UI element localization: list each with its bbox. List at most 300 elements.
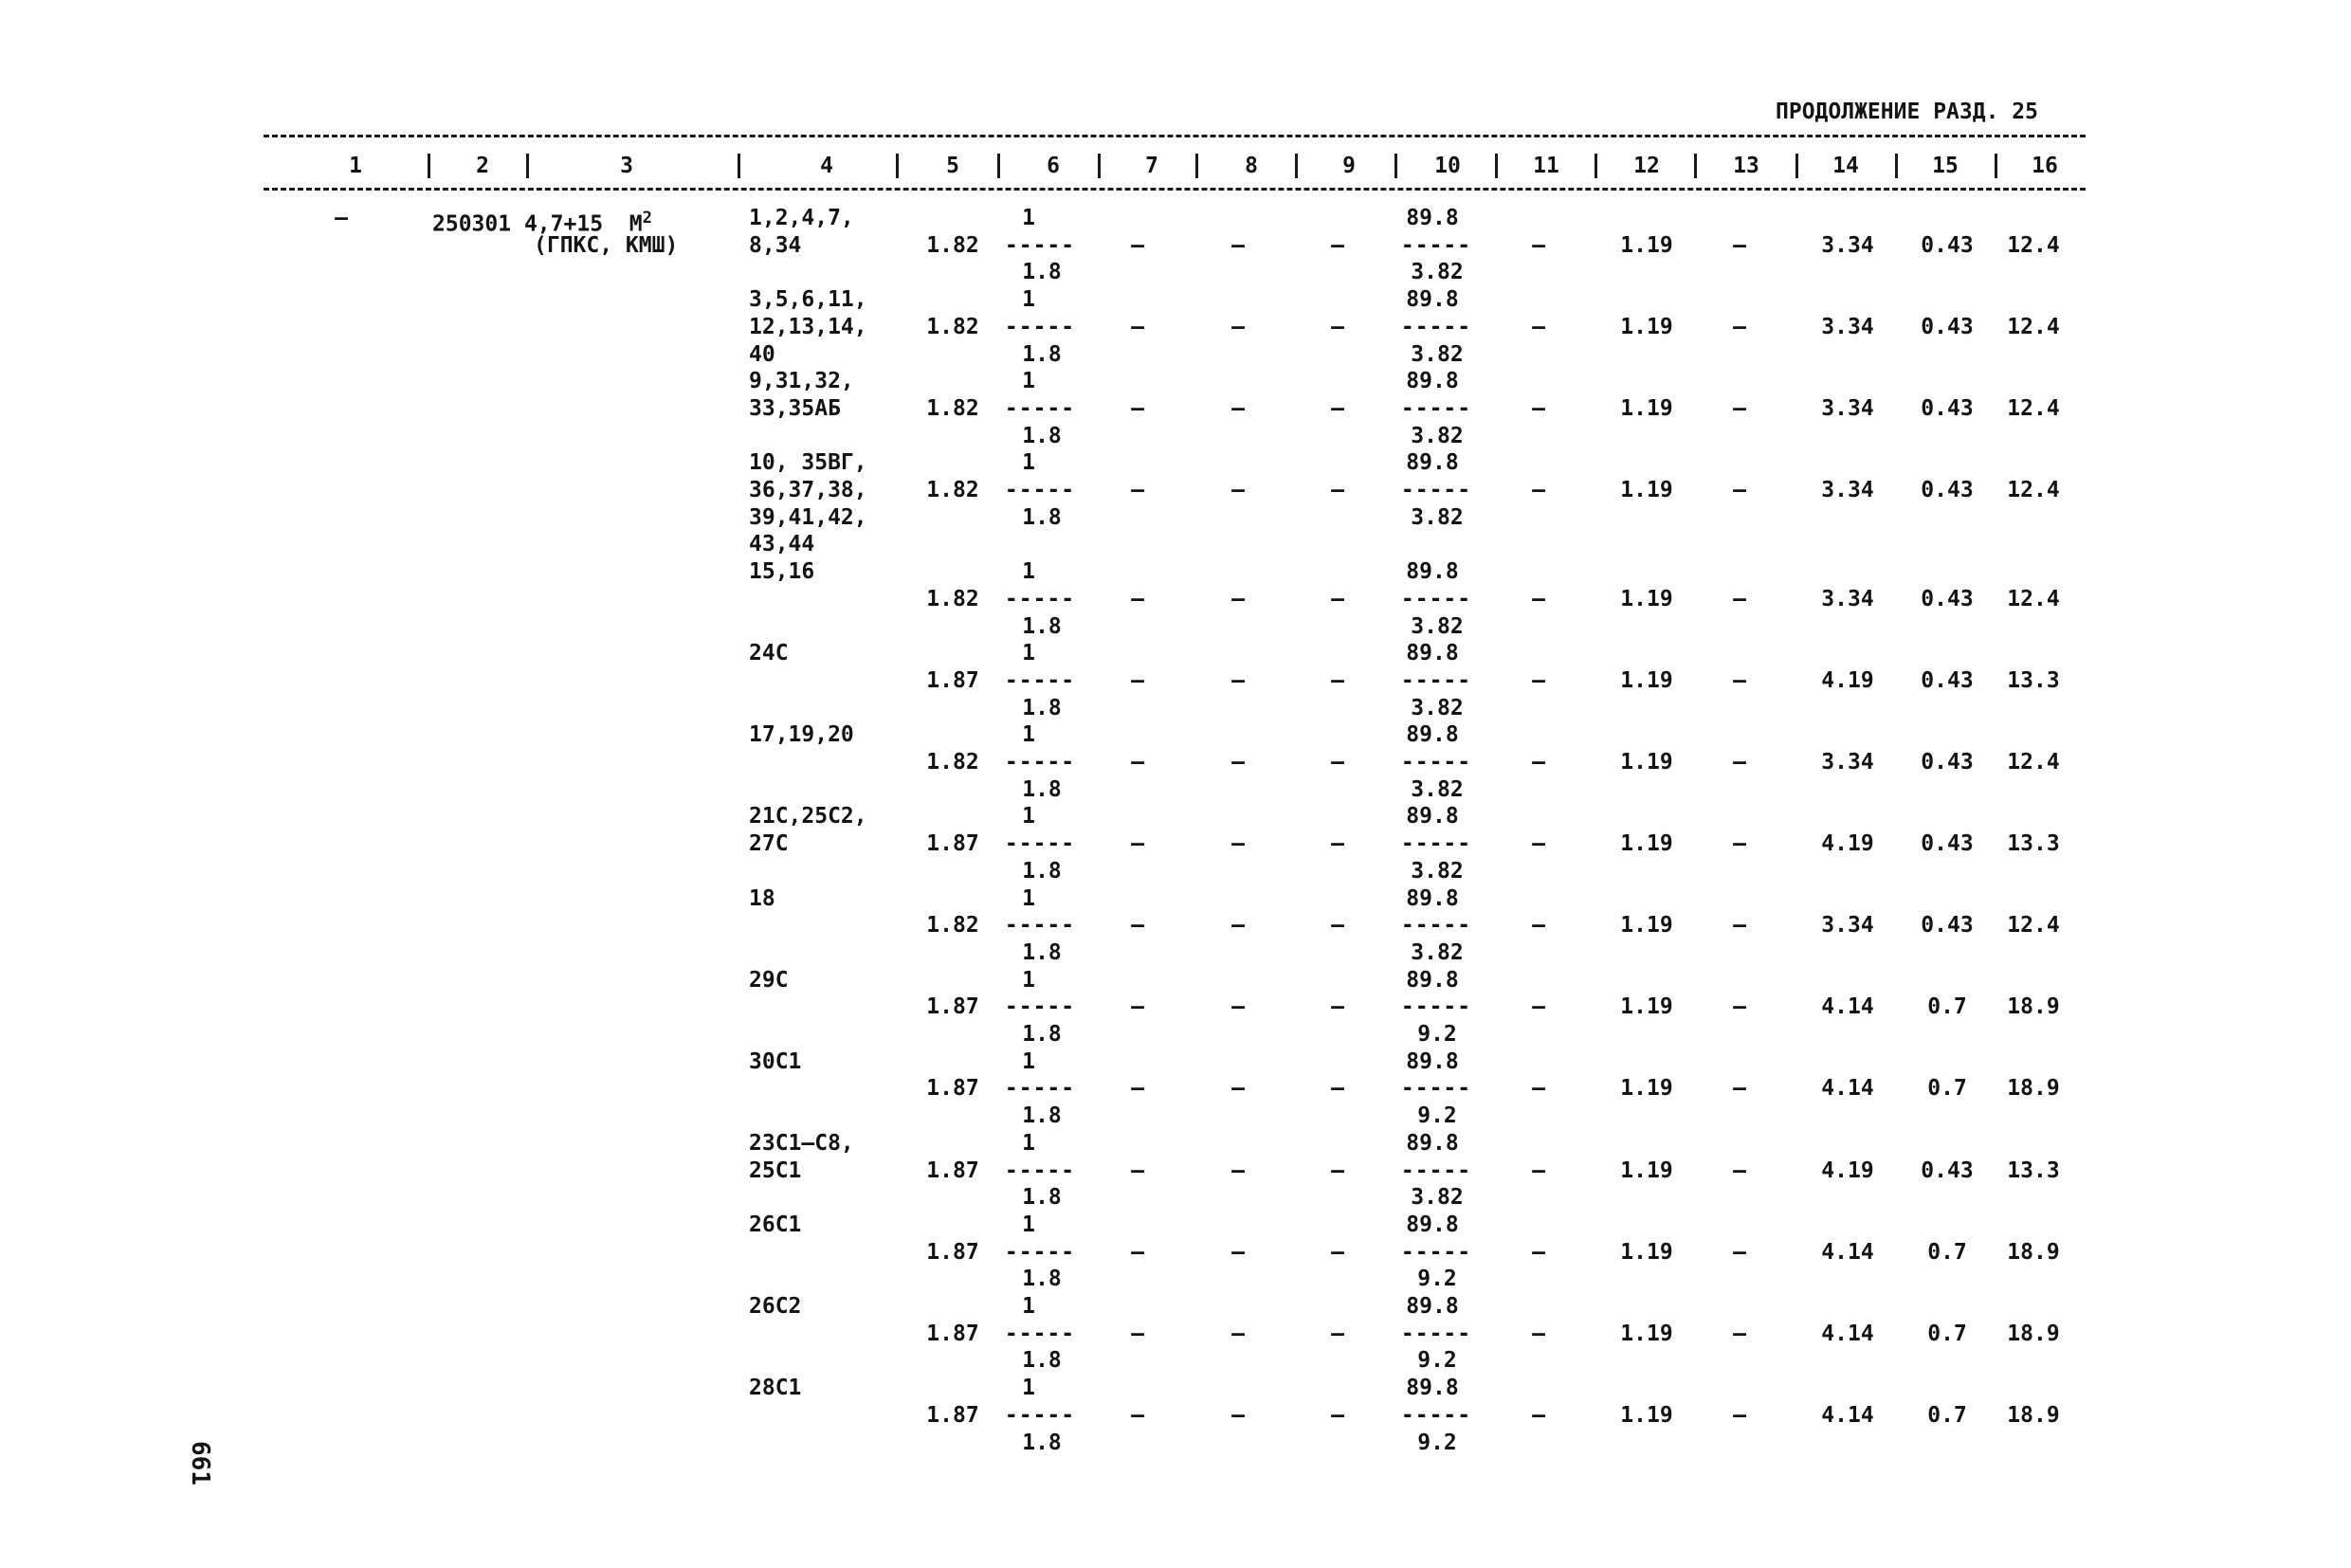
cell-col4-line: 40 bbox=[749, 341, 775, 367]
cell-col5: 1.82 bbox=[926, 232, 979, 258]
cell-col4-line: 18 bbox=[749, 885, 775, 911]
cell-col13: – bbox=[1733, 1239, 1746, 1265]
cell-col4-line: 17,19,20 bbox=[749, 722, 854, 748]
cell-col10-denominator: 9.2 bbox=[1417, 1348, 1457, 1374]
cell-col6-numerator: 1 bbox=[1022, 967, 1035, 993]
column-header-14: 14 bbox=[1832, 154, 1859, 178]
cell-col10-numerator: 89.8 bbox=[1406, 804, 1459, 830]
margin-mark: 661 bbox=[186, 1441, 214, 1486]
cell-col15: 0.43 bbox=[1921, 1158, 1974, 1183]
cell-col11: – bbox=[1532, 395, 1545, 421]
column-separator bbox=[1795, 154, 1798, 178]
cell-col10-fraction-bar: ----- bbox=[1400, 994, 1472, 1020]
cell-col16: 12.4 bbox=[2007, 478, 2060, 502]
cell-col6-fraction-bar: ----- bbox=[1004, 1076, 1076, 1102]
column-header-3: 3 bbox=[620, 154, 633, 178]
column-separator bbox=[1195, 154, 1198, 178]
column-header-1: 1 bbox=[349, 154, 362, 178]
cell-col14: 3.34 bbox=[1821, 750, 1874, 775]
cell-col7: – bbox=[1131, 1239, 1144, 1265]
cell-col8: – bbox=[1231, 395, 1245, 421]
cell-col7: – bbox=[1131, 1076, 1144, 1102]
cell-col10-numerator: 89.8 bbox=[1406, 722, 1459, 748]
spec-value: 4,7+15 bbox=[523, 211, 604, 237]
cell-col13: – bbox=[1733, 314, 1746, 339]
cell-col4-line: 1,2,4,7, bbox=[749, 206, 854, 230]
cell-col10-denominator: 9.2 bbox=[1417, 1267, 1457, 1292]
cell-col11: – bbox=[1532, 232, 1545, 258]
cell-col7: – bbox=[1131, 994, 1144, 1020]
cell-col8: – bbox=[1231, 831, 1245, 857]
cell-col10-numerator: 89.8 bbox=[1406, 885, 1459, 911]
cell-col13: – bbox=[1733, 232, 1746, 258]
cell-col6-numerator: 1 bbox=[1022, 206, 1035, 230]
cell-col6-numerator: 1 bbox=[1022, 1376, 1035, 1401]
page-header bbox=[1776, 99, 2038, 125]
cell-col6-numerator: 1 bbox=[1022, 1212, 1035, 1237]
column-header-15: 15 bbox=[1932, 154, 1959, 178]
cell-col10-numerator: 89.8 bbox=[1406, 641, 1459, 666]
cell-col6-denominator: 1.8 bbox=[1022, 858, 1062, 884]
cell-col12: 1.19 bbox=[1620, 314, 1673, 339]
cell-col11: – bbox=[1532, 1402, 1545, 1428]
cell-col16: 18.9 bbox=[2007, 1239, 2060, 1265]
cell-col4-line: 10, 35ВГ, bbox=[749, 450, 867, 476]
cell-col11: – bbox=[1532, 1158, 1545, 1183]
cell-col11: – bbox=[1532, 586, 1545, 611]
cell-col6-denominator: 1.8 bbox=[1022, 341, 1062, 367]
cell-col13: – bbox=[1733, 1321, 1746, 1346]
cell-col10-denominator: 9.2 bbox=[1417, 1103, 1457, 1129]
cell-col10-fraction-bar: ----- bbox=[1400, 831, 1472, 857]
cell-col4-line: 27С bbox=[749, 831, 789, 857]
cell-col9: – bbox=[1331, 395, 1344, 421]
cell-col10-numerator: 89.8 bbox=[1406, 450, 1459, 476]
cell-col5: 1.82 bbox=[926, 478, 979, 502]
column-separator bbox=[1098, 154, 1101, 178]
cell-col14: 3.34 bbox=[1821, 586, 1874, 611]
unit-superscript: 2 bbox=[642, 209, 652, 228]
cell-col15: 0.7 bbox=[1927, 1402, 1967, 1428]
cell-col4-line: 26С1 bbox=[749, 1212, 802, 1237]
cell-col6-fraction-bar: ----- bbox=[1004, 750, 1076, 775]
cell-col8: – bbox=[1231, 1158, 1245, 1183]
cell-col12: 1.19 bbox=[1620, 1402, 1673, 1428]
cell-col14: 4.14 bbox=[1821, 1076, 1874, 1102]
cell-col16: 12.4 bbox=[2007, 395, 2060, 421]
cell-col9: – bbox=[1331, 478, 1344, 502]
cell-col9: – bbox=[1331, 1158, 1344, 1183]
cell-col10-fraction-bar: ----- bbox=[1400, 913, 1472, 939]
cell-col9: – bbox=[1331, 1239, 1344, 1265]
cell-col13: – bbox=[1733, 667, 1746, 693]
column-separator bbox=[1895, 154, 1898, 178]
column-separator bbox=[428, 154, 430, 178]
spec-note: (ГПКС, КМШ) bbox=[534, 233, 679, 258]
page-number: 25 bbox=[2012, 100, 2038, 124]
cell-col5: 1.82 bbox=[926, 314, 979, 339]
cell-col6-fraction-bar: ----- bbox=[1004, 1321, 1076, 1346]
cell-col4-line: 25С1 bbox=[749, 1158, 802, 1183]
cell-col6-fraction-bar: ----- bbox=[1004, 1239, 1076, 1265]
cell-col5: 1.82 bbox=[926, 913, 979, 939]
cell-col4-line: 23С1–С8, bbox=[749, 1130, 854, 1156]
cell-col12: 1.19 bbox=[1620, 232, 1673, 258]
cell-col10-fraction-bar: ----- bbox=[1400, 1321, 1472, 1346]
column-separator bbox=[896, 154, 899, 178]
cell-col10-denominator: 9.2 bbox=[1417, 1430, 1457, 1455]
cell-col4-line: 24С bbox=[749, 641, 789, 666]
cell-col13: – bbox=[1733, 1402, 1746, 1428]
cell-col5: 1.87 bbox=[926, 1321, 979, 1346]
cell-col10-denominator: 3.82 bbox=[1411, 613, 1464, 639]
cell-col10-denominator: 9.2 bbox=[1417, 1022, 1457, 1047]
cell-col14: 3.34 bbox=[1821, 395, 1874, 421]
cell-col7: – bbox=[1131, 314, 1144, 339]
cell-col8: – bbox=[1231, 913, 1245, 939]
section-label: РАЗД. bbox=[1933, 100, 1999, 124]
cell-col9: – bbox=[1331, 232, 1344, 258]
cell-col14: 4.14 bbox=[1821, 1321, 1874, 1346]
cell-col16: 18.9 bbox=[2007, 1076, 2060, 1102]
cell-col8: – bbox=[1231, 232, 1245, 258]
cell-col13: – bbox=[1733, 586, 1746, 611]
cell-col10-fraction-bar: ----- bbox=[1400, 667, 1472, 693]
cell-col14: 4.14 bbox=[1821, 1402, 1874, 1428]
cell-col11: – bbox=[1532, 314, 1545, 339]
cell-col6-numerator: 1 bbox=[1022, 722, 1035, 748]
cell-col15: 0.43 bbox=[1921, 831, 1974, 857]
cell-col9: – bbox=[1331, 586, 1344, 611]
cell-col6-denominator: 1.8 bbox=[1022, 776, 1062, 802]
cell-col9: – bbox=[1331, 1321, 1344, 1346]
cell-col12: 1.19 bbox=[1620, 1321, 1673, 1346]
cell-col4-line: 9,31,32, bbox=[749, 369, 854, 394]
cell-col10-denominator: 3.82 bbox=[1411, 939, 1464, 965]
cell-col4-line: 30С1 bbox=[749, 1048, 802, 1074]
cell-col10-numerator: 89.8 bbox=[1406, 1294, 1459, 1319]
cell-col6-denominator: 1.8 bbox=[1022, 1348, 1062, 1374]
column-header-7: 7 bbox=[1145, 154, 1158, 178]
column-separator bbox=[1995, 154, 1997, 178]
cell-col16: 13.3 bbox=[2007, 667, 2060, 693]
cell-col11: – bbox=[1532, 831, 1545, 857]
cell-col14: 4.14 bbox=[1821, 1239, 1874, 1265]
cell-col14: 4.14 bbox=[1821, 994, 1874, 1020]
cell-col9: – bbox=[1331, 750, 1344, 775]
cell-col10-numerator: 89.8 bbox=[1406, 1212, 1459, 1237]
cell-col10-denominator: 3.82 bbox=[1411, 504, 1464, 530]
cell-col16: 12.4 bbox=[2007, 586, 2060, 611]
cell-col13: – bbox=[1733, 478, 1746, 502]
cell-col4-line: 39,41,42, bbox=[749, 504, 867, 530]
cell-col6-numerator: 1 bbox=[1022, 1048, 1035, 1074]
cell-col16: 12.4 bbox=[2007, 913, 2060, 939]
column-separator bbox=[1595, 154, 1597, 178]
cell-col6-denominator: 1.8 bbox=[1022, 1022, 1062, 1047]
cell-col10-fraction-bar: ----- bbox=[1400, 750, 1472, 775]
cell-col8: – bbox=[1231, 586, 1245, 611]
cell-col6-fraction-bar: ----- bbox=[1004, 586, 1076, 611]
cell-col6-fraction-bar: ----- bbox=[1004, 1402, 1076, 1428]
cell-col15: 0.7 bbox=[1927, 1239, 1967, 1265]
cell-col4-line: 29С bbox=[749, 967, 789, 993]
cell-col8: – bbox=[1231, 994, 1245, 1020]
cell-col7: – bbox=[1131, 1158, 1144, 1183]
cell-col4-line: 28С1 bbox=[749, 1376, 802, 1401]
column-header-11: 11 bbox=[1533, 154, 1559, 178]
cell-col6-numerator: 1 bbox=[1022, 804, 1035, 830]
cell-col10-denominator: 3.82 bbox=[1411, 341, 1464, 367]
cell-col6-numerator: 1 bbox=[1022, 450, 1035, 476]
cell-col4-line: 12,13,14, bbox=[749, 314, 867, 339]
cell-col10-fraction-bar: ----- bbox=[1400, 586, 1472, 611]
cell-col6-numerator: 1 bbox=[1022, 287, 1035, 313]
cell-col6-denominator: 1.8 bbox=[1022, 260, 1062, 285]
cell-col4-line: 21С,25С2, bbox=[749, 804, 867, 830]
column-separator bbox=[1295, 154, 1298, 178]
cell-col15: 0.43 bbox=[1921, 232, 1974, 258]
cell-col10-fraction-bar: ----- bbox=[1400, 232, 1472, 258]
cell-col7: – bbox=[1131, 478, 1144, 502]
cell-col10-fraction-bar: ----- bbox=[1400, 395, 1472, 421]
column-header-16: 16 bbox=[2032, 154, 2058, 178]
cell-col13: – bbox=[1733, 913, 1746, 939]
cell-col5: 1.82 bbox=[926, 586, 979, 611]
cell-col10-fraction-bar: ----- bbox=[1400, 1158, 1472, 1183]
cell-col6-fraction-bar: ----- bbox=[1004, 667, 1076, 693]
cell-col8: – bbox=[1231, 1321, 1245, 1346]
cell-col9: – bbox=[1331, 1076, 1344, 1102]
cell-col6-denominator: 1.8 bbox=[1022, 613, 1062, 639]
cell-col15: 0.43 bbox=[1921, 478, 1974, 502]
cell-col13: – bbox=[1733, 1076, 1746, 1102]
cell-col12: 1.19 bbox=[1620, 750, 1673, 775]
cell-col14: 4.19 bbox=[1821, 1158, 1874, 1183]
cell-col10-numerator: 89.8 bbox=[1406, 369, 1459, 394]
cell-col14: 3.34 bbox=[1821, 478, 1874, 502]
cell-col15: 0.7 bbox=[1927, 994, 1967, 1020]
column-header-5: 5 bbox=[946, 154, 959, 178]
cell-col6-fraction-bar: ----- bbox=[1004, 395, 1076, 421]
column-separator bbox=[738, 154, 740, 178]
cell-col8: – bbox=[1231, 1239, 1245, 1265]
cell-col13: – bbox=[1733, 1158, 1746, 1183]
column-separator bbox=[526, 154, 529, 178]
cell-col6-fraction-bar: ----- bbox=[1004, 314, 1076, 339]
cell-col10-denominator: 3.82 bbox=[1411, 423, 1464, 448]
cell-col6-denominator: 1.8 bbox=[1022, 1103, 1062, 1129]
cell-col9: – bbox=[1331, 831, 1344, 857]
cell-col15: 0.43 bbox=[1921, 586, 1974, 611]
continuation-label: ПРОДОЛЖЕНИЕ bbox=[1776, 100, 1921, 124]
cell-col12: 1.19 bbox=[1620, 994, 1673, 1020]
cell-col16: 18.9 bbox=[2007, 994, 2060, 1020]
cell-col12: 1.19 bbox=[1620, 1076, 1673, 1102]
cell-col10-denominator: 3.82 bbox=[1411, 858, 1464, 884]
cell-col7: – bbox=[1131, 1402, 1144, 1428]
cell-col7: – bbox=[1131, 1321, 1144, 1346]
cell-col7: – bbox=[1131, 831, 1144, 857]
cell-col6-denominator: 1.8 bbox=[1022, 1267, 1062, 1292]
cell-col5: 1.87 bbox=[926, 1402, 979, 1428]
cell-col11: – bbox=[1532, 994, 1545, 1020]
cell-col15: 0.7 bbox=[1927, 1076, 1967, 1102]
column-header-4: 4 bbox=[820, 154, 833, 178]
cell-col10-fraction-bar: ----- bbox=[1400, 478, 1472, 502]
column-header-12: 12 bbox=[1633, 154, 1660, 178]
cell-col6-denominator: 1.8 bbox=[1022, 423, 1062, 448]
column-header-9: 9 bbox=[1342, 154, 1356, 178]
cell-col8: – bbox=[1231, 750, 1245, 775]
cell-col8: – bbox=[1231, 314, 1245, 339]
cell-col8: – bbox=[1231, 1076, 1245, 1102]
cell-col6-denominator: 1.8 bbox=[1022, 695, 1062, 720]
column-header-6: 6 bbox=[1047, 154, 1060, 178]
cell-col6-numerator: 1 bbox=[1022, 1130, 1035, 1156]
cell-col12: 1.19 bbox=[1620, 1239, 1673, 1265]
cell-col7: – bbox=[1131, 586, 1144, 611]
cell-col16: 18.9 bbox=[2007, 1321, 2060, 1346]
cell-col15: 0.43 bbox=[1921, 913, 1974, 939]
cell-col12: 1.19 bbox=[1620, 831, 1673, 857]
cell-col10-numerator: 89.8 bbox=[1406, 1130, 1459, 1156]
cell-col6-numerator: 1 bbox=[1022, 1294, 1035, 1319]
cell-col4-line: 36,37,38, bbox=[749, 478, 867, 502]
cell-col14: 4.19 bbox=[1821, 831, 1874, 857]
cell-col13: – bbox=[1733, 395, 1746, 421]
cell-col11: – bbox=[1532, 478, 1545, 502]
code-value: 250301 bbox=[432, 211, 512, 237]
cell-col15: 0.43 bbox=[1921, 750, 1974, 775]
cell-col11: – bbox=[1532, 1076, 1545, 1102]
column-separator bbox=[997, 154, 1000, 178]
cell-col9: – bbox=[1331, 1402, 1344, 1428]
cell-col7: – bbox=[1131, 913, 1144, 939]
cell-col6-numerator: 1 bbox=[1022, 369, 1035, 394]
cell-col11: – bbox=[1532, 1321, 1545, 1346]
cell-col16: 12.4 bbox=[2007, 314, 2060, 339]
cell-col6-fraction-bar: ----- bbox=[1004, 478, 1076, 502]
cell-col10-denominator: 3.82 bbox=[1411, 1185, 1464, 1211]
cell-col9: – bbox=[1331, 667, 1344, 693]
cell-col6-denominator: 1.8 bbox=[1022, 1430, 1062, 1455]
cell-col10-fraction-bar: ----- bbox=[1400, 314, 1472, 339]
cell-col5: 1.87 bbox=[926, 667, 979, 693]
cell-col16: 13.3 bbox=[2007, 831, 2060, 857]
cell-col5: 1.87 bbox=[926, 1239, 979, 1265]
cell-col7: – bbox=[1131, 395, 1144, 421]
cell-col4-line: 33,35АБ bbox=[749, 395, 841, 421]
cell-col15: 0.7 bbox=[1927, 1321, 1967, 1346]
cell-col6-fraction-bar: ----- bbox=[1004, 232, 1076, 258]
cell-col11: – bbox=[1532, 750, 1545, 775]
cell-col6-fraction-bar: ----- bbox=[1004, 994, 1076, 1020]
cell-col9: – bbox=[1331, 314, 1344, 339]
cell-col10-numerator: 89.8 bbox=[1406, 1376, 1459, 1401]
cell-col6-fraction-bar: ----- bbox=[1004, 831, 1076, 857]
cell-col7: – bbox=[1131, 232, 1144, 258]
cell-col7: – bbox=[1131, 667, 1144, 693]
cell-col12: 1.19 bbox=[1620, 586, 1673, 611]
cell-col4-line: 43,44 bbox=[749, 532, 815, 557]
cell-col4-line: 26С2 bbox=[749, 1294, 802, 1319]
column-separator bbox=[1495, 154, 1498, 178]
column-header-13: 13 bbox=[1733, 154, 1759, 178]
cell-col4-line: 15,16 bbox=[749, 559, 815, 585]
cell-col8: – bbox=[1231, 478, 1245, 502]
cell-col5: 1.87 bbox=[926, 1158, 979, 1183]
cell-col6-fraction-bar: ----- bbox=[1004, 1158, 1076, 1183]
column-separator bbox=[1694, 154, 1697, 178]
cell-col12: 1.19 bbox=[1620, 913, 1673, 939]
cell-col8: – bbox=[1231, 1402, 1245, 1428]
cell-col5: 1.87 bbox=[926, 994, 979, 1020]
cell-col10-numerator: 89.8 bbox=[1406, 1048, 1459, 1074]
cell-col11: – bbox=[1532, 1239, 1545, 1265]
cell-col12: 1.19 bbox=[1620, 395, 1673, 421]
cell-col5: 1.82 bbox=[926, 395, 979, 421]
cell-col13: – bbox=[1733, 831, 1746, 857]
header-bottom-rule bbox=[264, 188, 2086, 191]
cell-col12: 1.19 bbox=[1620, 667, 1673, 693]
cell-col6-numerator: 1 bbox=[1022, 559, 1035, 585]
cell-col15: 0.43 bbox=[1921, 667, 1974, 693]
cell-col9: – bbox=[1331, 913, 1344, 939]
cell-col14: 3.34 bbox=[1821, 913, 1874, 939]
cell-col13: – bbox=[1733, 750, 1746, 775]
cell-col4-line: 3,5,6,11, bbox=[749, 287, 867, 313]
column-header-8: 8 bbox=[1245, 154, 1258, 178]
cell-col16: 13.3 bbox=[2007, 1158, 2060, 1183]
cell-col10-numerator: 89.8 bbox=[1406, 287, 1459, 313]
cell-col6-fraction-bar: ----- bbox=[1004, 913, 1076, 939]
cell-col15: 0.43 bbox=[1921, 395, 1974, 421]
col1-dash: – bbox=[335, 206, 348, 230]
cell-col10-fraction-bar: ----- bbox=[1400, 1076, 1472, 1102]
cell-col12: 1.19 bbox=[1620, 478, 1673, 502]
cell-col14: 3.34 bbox=[1821, 232, 1874, 258]
cell-col4-line: 8,34 bbox=[749, 232, 802, 258]
cell-col7: – bbox=[1131, 750, 1144, 775]
cell-col11: – bbox=[1532, 913, 1545, 939]
cell-col16: 18.9 bbox=[2007, 1402, 2060, 1428]
cell-col10-fraction-bar: ----- bbox=[1400, 1239, 1472, 1265]
cell-col5: 1.87 bbox=[926, 831, 979, 857]
header-top-rule bbox=[264, 135, 2086, 137]
cell-col15: 0.43 bbox=[1921, 314, 1974, 339]
cell-col9: – bbox=[1331, 994, 1344, 1020]
column-header-2: 2 bbox=[476, 154, 489, 178]
cell-col16: 12.4 bbox=[2007, 232, 2060, 258]
cell-col11: – bbox=[1532, 667, 1545, 693]
cell-col16: 12.4 bbox=[2007, 750, 2060, 775]
cell-col6-numerator: 1 bbox=[1022, 885, 1035, 911]
cell-col10-numerator: 89.8 bbox=[1406, 967, 1459, 993]
cell-col10-denominator: 3.82 bbox=[1411, 695, 1464, 720]
cell-col10-numerator: 89.8 bbox=[1406, 559, 1459, 585]
cell-col10-denominator: 3.82 bbox=[1411, 776, 1464, 802]
column-header-10: 10 bbox=[1434, 154, 1461, 178]
cell-col12: 1.19 bbox=[1620, 1158, 1673, 1183]
cell-col10-numerator: 89.8 bbox=[1406, 206, 1459, 230]
cell-col6-denominator: 1.8 bbox=[1022, 939, 1062, 965]
cell-col5: 1.82 bbox=[926, 750, 979, 775]
cell-col8: – bbox=[1231, 667, 1245, 693]
unit-value: М bbox=[629, 211, 643, 237]
cell-col6-denominator: 1.8 bbox=[1022, 1185, 1062, 1211]
cell-col5: 1.87 bbox=[926, 1076, 979, 1102]
